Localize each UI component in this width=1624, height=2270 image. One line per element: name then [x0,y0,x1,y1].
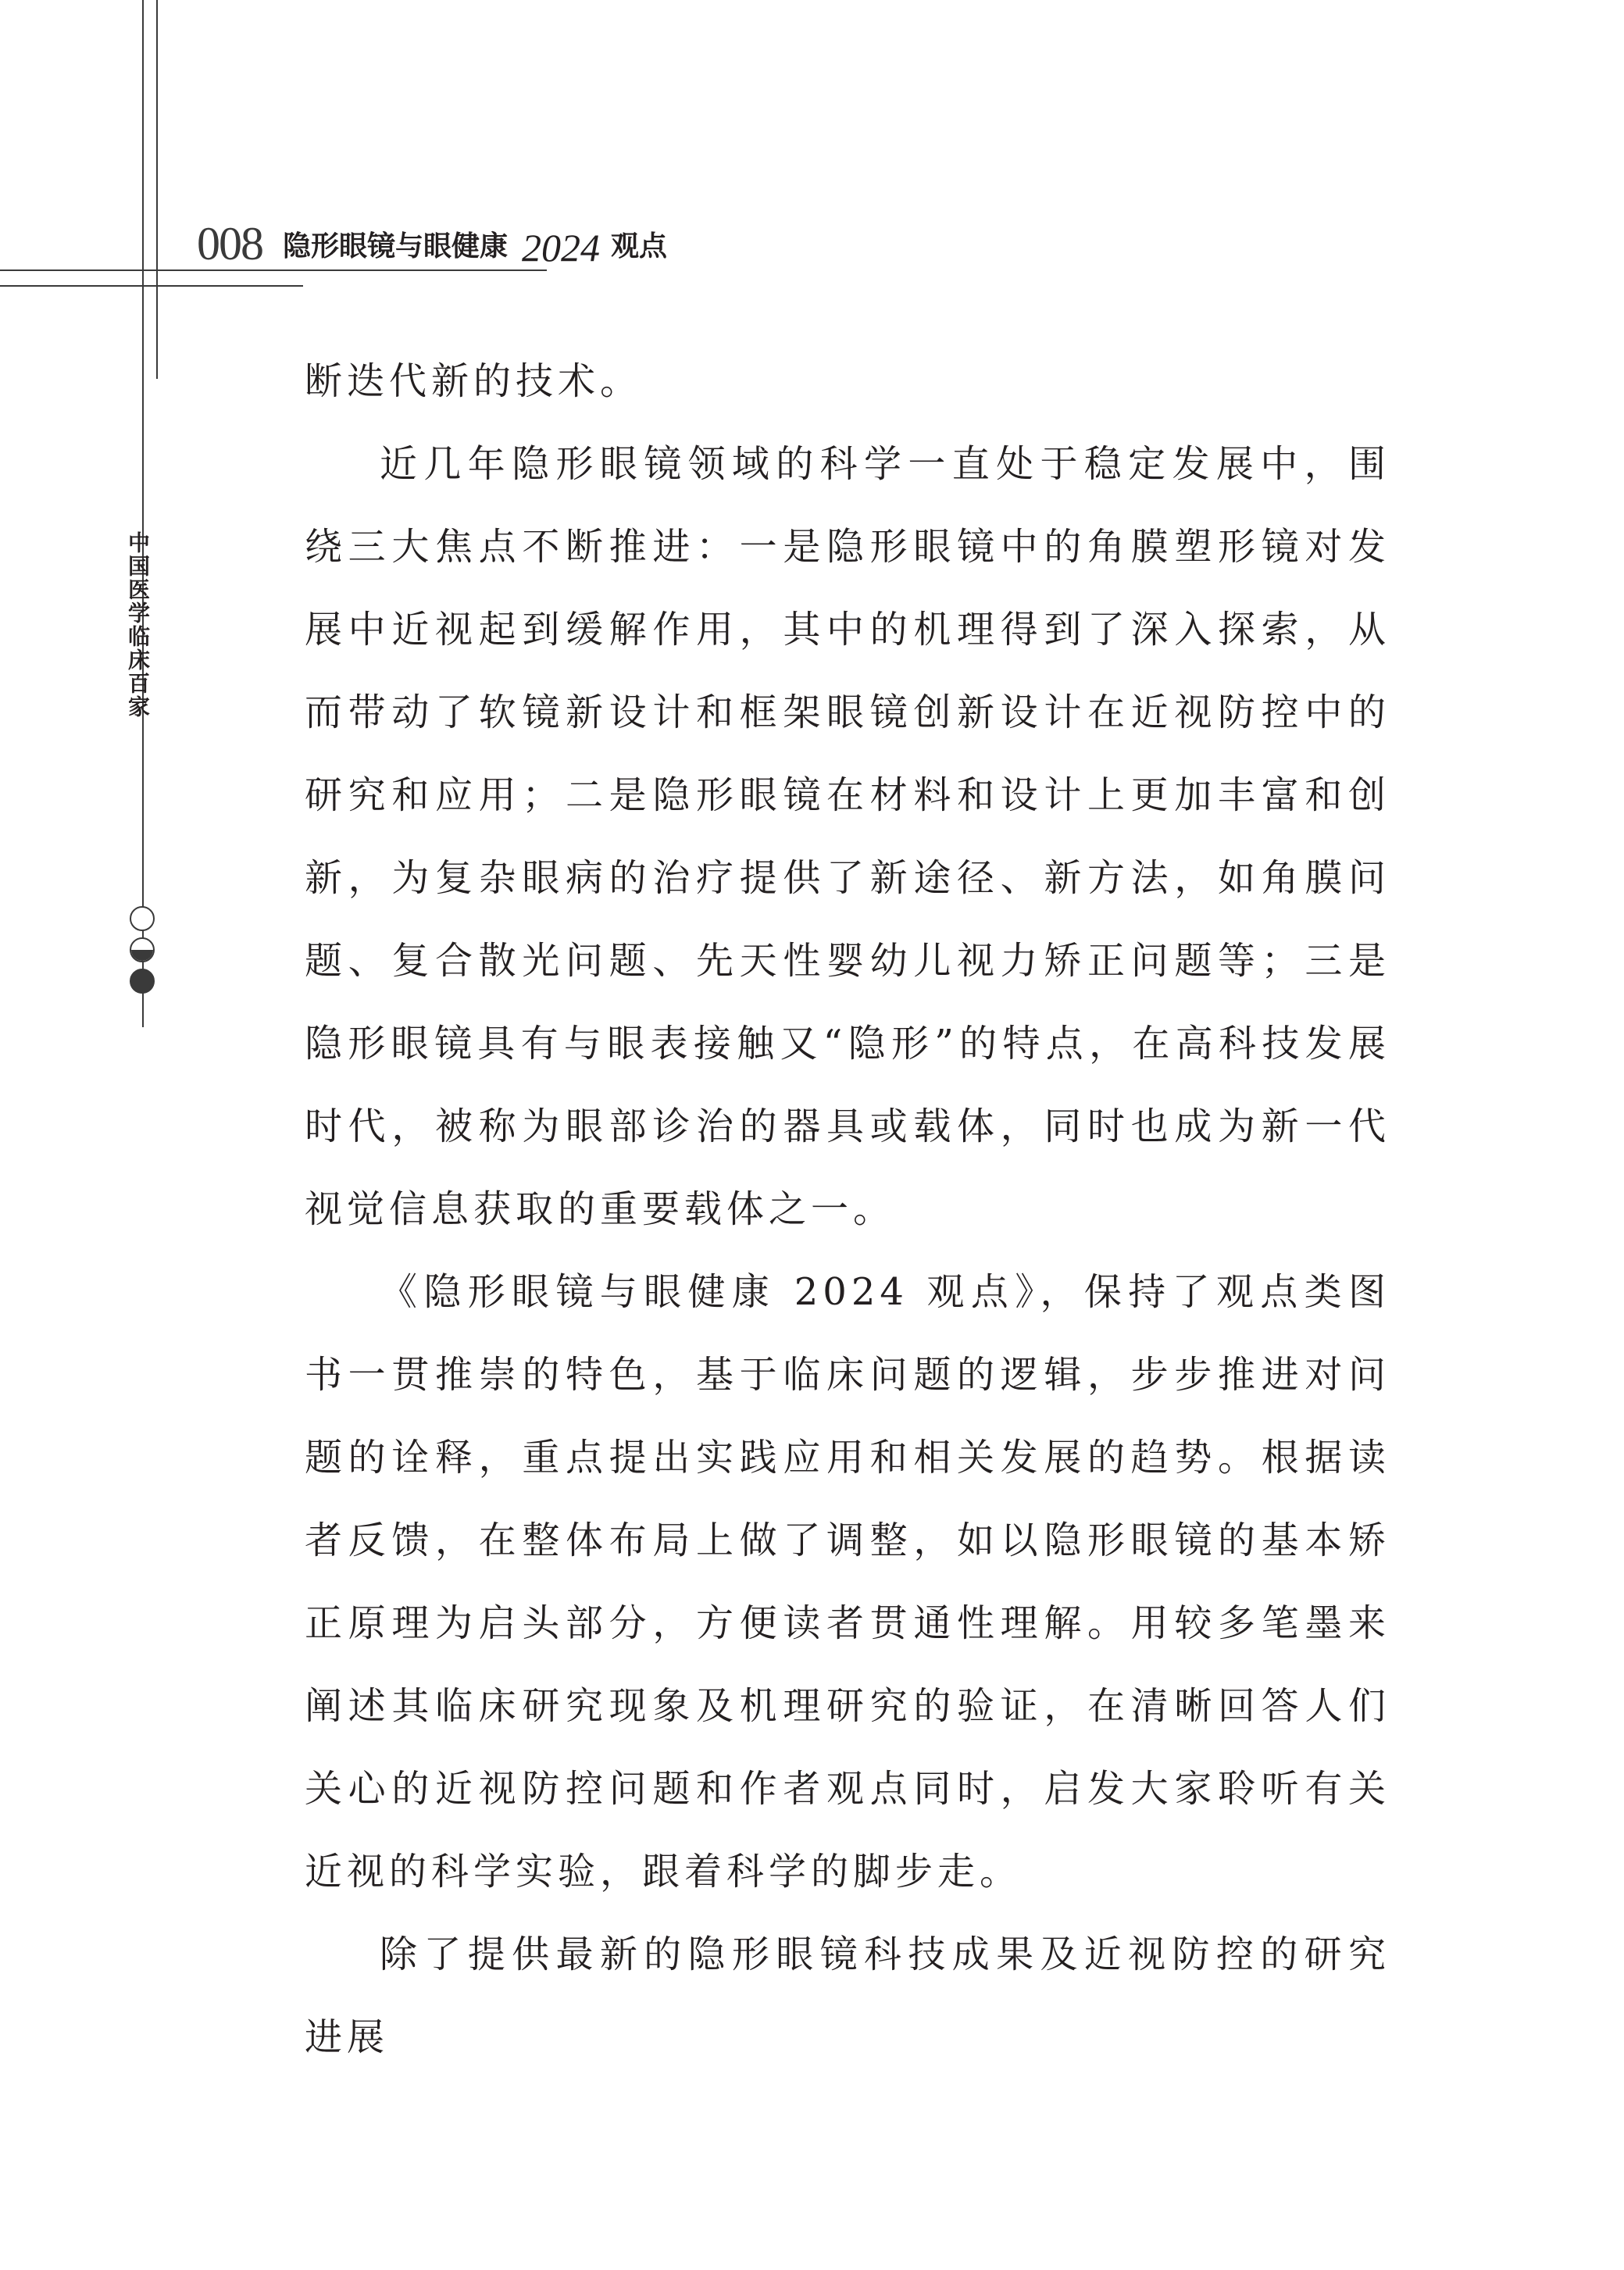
header-rule-bottom [0,285,303,287]
paragraph: 除了提供最新的隐形眼镜科技成果及近视防控的研究进展 [305,1933,1390,2059]
empty-circle-icon [130,906,155,931]
running-header [197,220,667,267]
book-subtitle: 观点 [611,230,668,262]
side-rule-top [142,506,144,522]
paragraph-continuation: 断迭代新的技术。 [305,359,643,403]
margin-rule-vertical-inner [156,0,158,379]
paragraph: 《隐形眼镜与眼健康 2024 观点》，保持了观点类图书一贯推崇的特色，基于临床问题的逻辑，步步推进对问题的诠释，重点提出实践应用和相关发展的趋势。根据读者反馈，在整体布局上做了调整，如以隐形眼镜的基本矫正原理为启头部分，方便读者贯通性理解。用较多笔墨来阐述其临床研究现象及机理研究的验证，在清晰回答人们关心的近视防控问题和作者观点同时，启发大家聆听有关近视的科学实验，跟着科学的脚步走。 [305,1270,1390,1893]
header-rule-top [0,269,547,271]
half-filled-circle-icon [130,937,155,962]
book-year: 2024 [522,226,601,269]
paragraph: 近几年隐形眼镜领域的科学一直处于稳定发展中，围绕三大焦点不断推进：一是隐形眼镜中的角膜塑形镜对发展中近视起到缓解作用，其中的机理得到了深入探索，从而带动了软镜新设计和框架眼镜创新设计在近视防控中的研究和应用；二是隐形眼镜在材料和设计上更加丰富和创新，为复杂眼病的治疗提供了新途径、新方法，如角膜问题、复合散光问题、先天性婴幼儿视力矫正问题等；三是隐形眼镜具有与眼表接触又“隐形”的特点，在高科技发展时代，被称为眼部诊治的器具或载体，同时也成为新一代视觉信息获取的重要载体之一。 [305,442,1390,1231]
book-title: 隐形眼镜与眼健康 [283,230,509,262]
side-rule-bottom [142,781,144,894]
page-number: 008 [197,218,262,269]
series-label: 中国医学临床百家 [125,531,151,719]
body-text [305,340,1390,2079]
filled-circle-icon [130,969,155,994]
